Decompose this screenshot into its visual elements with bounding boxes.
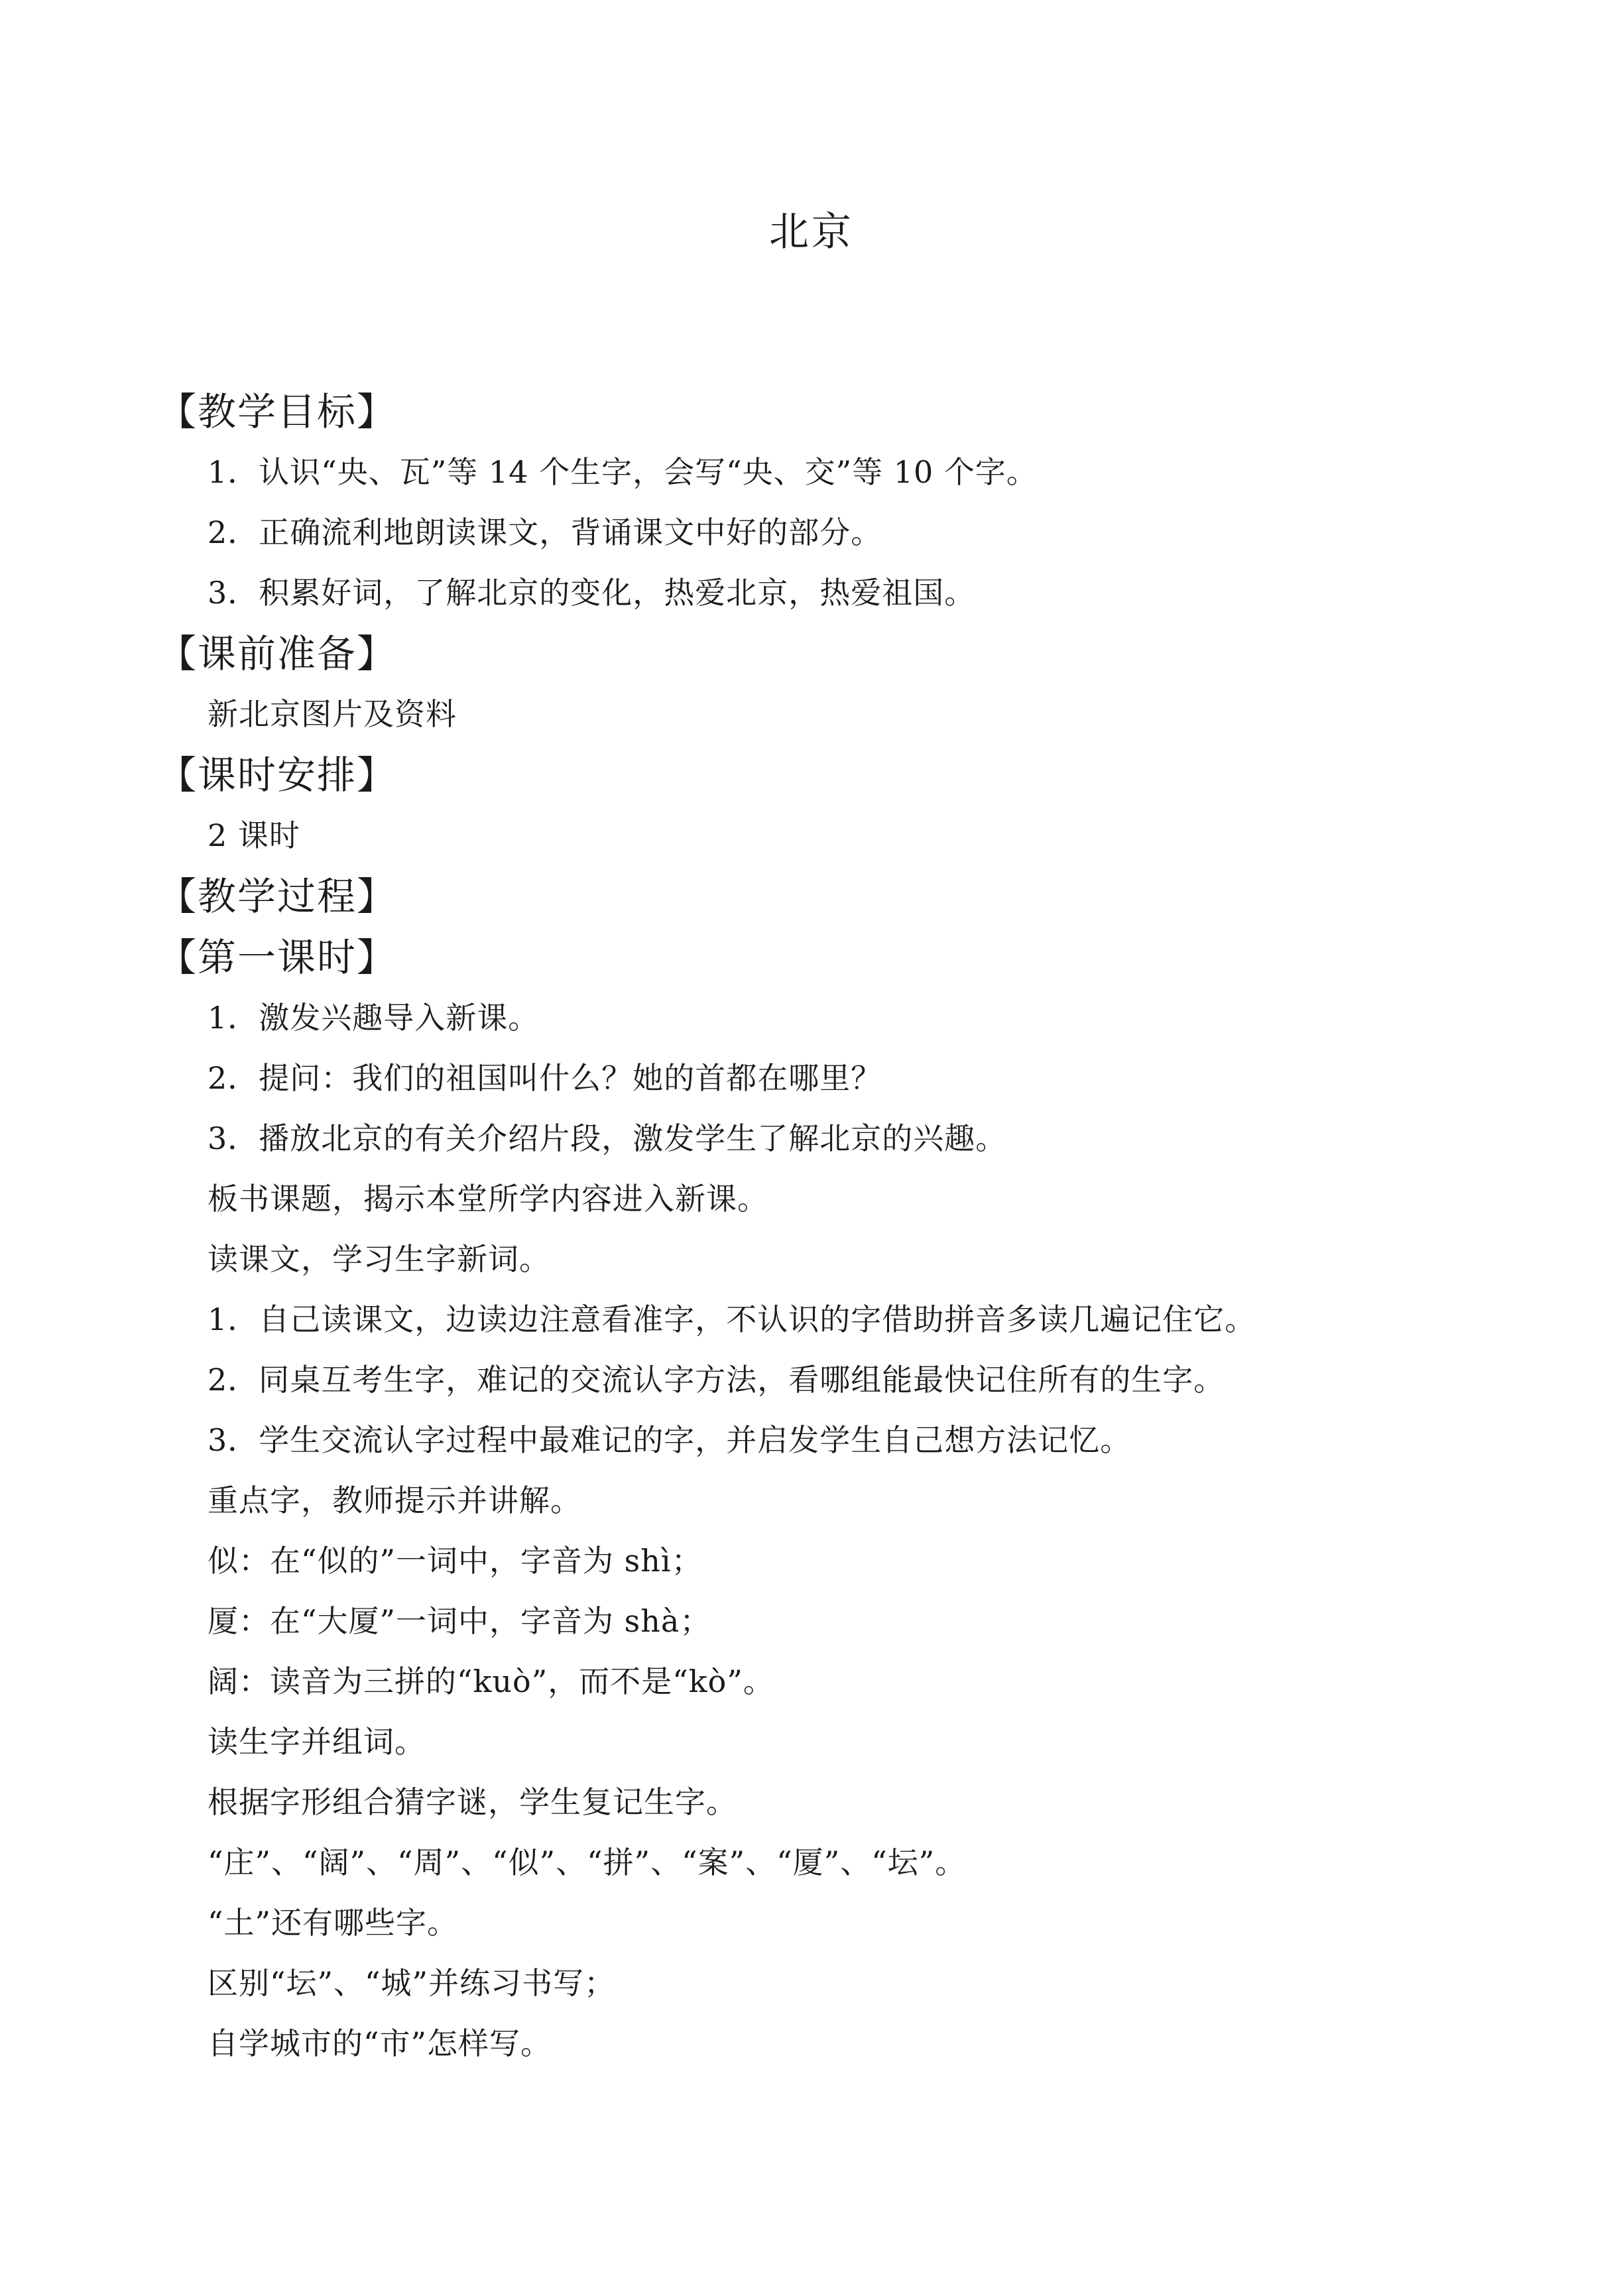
paragraph-line: 读课文，学习生字新词。 xyxy=(208,1241,550,1277)
paragraph-line: 2．正确流利地朗读课文，背诵课文中好的部分。 xyxy=(208,514,882,550)
paragraph-line: 区别“坛”、“城”并练习书写； xyxy=(208,1965,616,2001)
paragraph-line: 重点字，教师提示并讲解。 xyxy=(208,1482,581,1518)
section-heading-teaching-goals: 【教学目标】 xyxy=(158,389,397,434)
paragraph-line: 3．积累好词，了解北京的变化，热爱北京，热爱祖国。 xyxy=(208,575,976,611)
paragraph-line: 1．激发兴趣导入新课。 xyxy=(208,1000,540,1036)
paragraph-line: 3．播放北京的有关介绍片段，激发学生了解北京的兴趣。 xyxy=(208,1120,1007,1156)
paragraph-line: 3．学生交流认字过程中最难记的字，并启发学生自己想方法记忆。 xyxy=(208,1422,1132,1458)
paragraph-line: 新北京图片及资料 xyxy=(208,696,457,732)
paragraph-line: “庄”、“阔”、“周”、“似”、“拼”、“案”、“厦”、“坛”。 xyxy=(208,1844,967,1880)
paragraph-line: 阔：读音为三拼的“kuò”，而不是“kò”。 xyxy=(208,1663,774,1699)
paragraph-line: “土”还有哪些字。 xyxy=(208,1905,459,1941)
paragraph-line: 自学城市的“市”怎样写。 xyxy=(208,2025,552,2061)
paragraph-line: 根据字形组合猜字谜，学生复记生字。 xyxy=(208,1784,737,1820)
page-title: 北京 xyxy=(769,209,854,255)
section-heading-preparation: 【课前准备】 xyxy=(158,631,397,676)
paragraph-line: 读生字并组词。 xyxy=(208,1724,426,1760)
section-heading-first-lesson: 【第一课时】 xyxy=(158,935,397,980)
paragraph-line: 似：在“似的”一词中，字音为 shì； xyxy=(208,1543,703,1579)
paragraph-line: 2 课时 xyxy=(208,817,300,853)
paragraph-line: 板书课题，揭示本堂所学内容进入新课。 xyxy=(208,1181,768,1217)
paragraph-line: 2．同桌互考生字，难记的交流认字方法，看哪组能最快记住所有的生字。 xyxy=(208,1362,1225,1398)
document-body xyxy=(158,381,1484,2074)
paragraph-line: 厦：在“大厦”一词中，字音为 shà； xyxy=(208,1603,711,1639)
section-heading-process: 【教学过程】 xyxy=(158,874,397,919)
paragraph-line: 1．自己读课文，边读边注意看准字，不认识的字借助拼音多读几遍记住它。 xyxy=(208,1301,1256,1337)
paragraph-line: 2．提问：我们的祖国叫什么？她的首都在哪里？ xyxy=(208,1060,882,1096)
section-heading-schedule: 【课时安排】 xyxy=(158,753,397,798)
paragraph-line: 1．认识“央、瓦”等 14 个生字，会写“央、交”等 10 个字。 xyxy=(208,454,1038,490)
